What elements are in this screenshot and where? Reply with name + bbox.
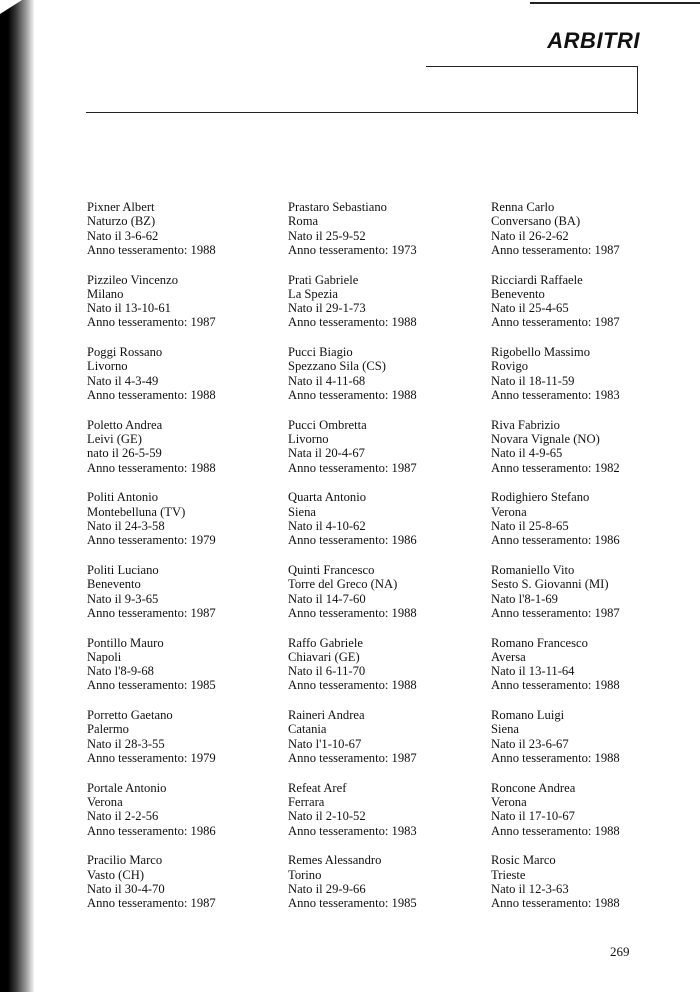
referee-entry — [87, 853, 277, 926]
referee-registration-year: Anno tesseramento: 1987 — [288, 751, 417, 766]
referee-birth-date: nato il 26-5-59 — [87, 446, 162, 461]
referee-entry — [288, 636, 478, 709]
referee-birthplace: Verona — [491, 504, 527, 519]
referee-name: Refeat Aref — [288, 780, 347, 795]
referee-birthplace: Roma — [288, 214, 319, 229]
referee-name: Rodighiero Stefano — [491, 490, 590, 505]
referee-birth-date: Nato il 4-10-62 — [288, 518, 366, 533]
referee-entry — [491, 563, 681, 636]
referee-birth-date: Nato il 25-4-65 — [491, 301, 569, 316]
referee-column-2 — [288, 200, 478, 926]
referee-name: Quarta Antonio — [288, 490, 366, 505]
referee-birthplace: Aversa — [491, 649, 526, 664]
referee-birthplace: Benevento — [87, 577, 141, 592]
referee-entry — [491, 708, 681, 781]
referee-entry — [491, 490, 681, 563]
referee-birth-date: Nato il 13-11-64 — [491, 664, 575, 679]
referee-registration-year: Anno tesseramento: 1988 — [491, 751, 620, 766]
title-frame-top-rule — [426, 66, 638, 67]
referee-registration-year: Anno tesseramento: 1988 — [491, 823, 620, 838]
referee-birthplace: Verona — [491, 795, 527, 810]
book-spine-shadow — [0, 0, 34, 992]
referee-birth-date: Nato il 23-6-67 — [491, 736, 569, 751]
referee-entry — [491, 200, 681, 273]
referee-birth-date: Nato il 25-8-65 — [491, 518, 569, 533]
referee-entry — [288, 273, 478, 346]
referee-name: Raineri Andrea — [288, 708, 365, 723]
referee-entry — [87, 273, 277, 346]
referee-name: Porretto Gaetano — [87, 708, 173, 723]
referee-entry — [288, 345, 478, 418]
referee-registration-year: Anno tesseramento: 1983 — [491, 388, 620, 403]
title-frame-right-rule — [637, 66, 638, 114]
referee-birthplace: Montebelluna (TV) — [87, 504, 186, 519]
referee-entry — [288, 781, 478, 854]
referee-registration-year: Anno tesseramento: 1986 — [87, 823, 216, 838]
referee-birthplace: La Spezia — [288, 286, 338, 301]
referee-registration-year: Anno tesseramento: 1987 — [491, 242, 620, 257]
referee-name: Pucci Ombretta — [288, 417, 367, 432]
referee-birth-date: Nato l'8-9-68 — [87, 664, 154, 679]
referee-birth-date: Nato il 2-2-56 — [87, 809, 159, 824]
referee-birthplace: Novara Vignale (NO) — [491, 432, 600, 447]
referee-registration-year: Anno tesseramento: 1979 — [87, 751, 216, 766]
referee-birthplace: Vasto (CH) — [87, 867, 145, 882]
referee-name: Ricciardi Raffaele — [491, 272, 583, 287]
referee-birthplace: Conversano (BA) — [491, 214, 581, 229]
referee-entry — [87, 200, 277, 273]
referee-birthplace: Naturzo (BZ) — [87, 214, 156, 229]
referee-birth-date: Nato il 24-3-58 — [87, 518, 165, 533]
referee-birthplace: Livorno — [87, 359, 128, 374]
referee-registration-year: Anno tesseramento: 1987 — [87, 605, 216, 620]
referee-registration-year: Anno tesseramento: 1986 — [288, 533, 417, 548]
referee-birth-date: Nato il 30-4-70 — [87, 881, 165, 896]
referee-name: Pracilio Marco — [87, 853, 163, 868]
referee-birth-date: Nato il 18-11-59 — [491, 373, 575, 388]
referee-name: Poggi Rossano — [87, 345, 163, 360]
referee-registration-year: Anno tesseramento: 1988 — [491, 896, 620, 911]
referee-entry — [87, 490, 277, 563]
title-frame-bottom-rule — [86, 112, 638, 113]
referee-registration-year: Anno tesseramento: 1982 — [491, 460, 620, 475]
referee-birth-date: Nato il 28-3-55 — [87, 736, 165, 751]
referee-name: Romano Luigi — [491, 708, 565, 723]
referee-name: Prati Gabriele — [288, 272, 359, 287]
referee-entry — [288, 853, 478, 926]
referee-registration-year: Anno tesseramento: 1987 — [491, 315, 620, 330]
referee-registration-year: Anno tesseramento: 1987 — [87, 896, 216, 911]
page-number: 269 — [610, 944, 630, 959]
referee-column-1 — [87, 200, 277, 926]
referee-birth-date: Nato il 14-7-60 — [288, 591, 366, 606]
referee-birth-date: Nato il 17-10-67 — [491, 809, 575, 824]
referee-birthplace: Siena — [491, 722, 519, 737]
referee-name: Riva Fabrizio — [491, 417, 560, 432]
referee-registration-year: Anno tesseramento: 1988 — [491, 678, 620, 693]
referee-entry — [491, 345, 681, 418]
referee-birth-date: Nato il 4-3-49 — [87, 373, 159, 388]
referee-birth-date: Nata il 20-4-67 — [288, 446, 365, 461]
referee-registration-year: Anno tesseramento: 1973 — [288, 242, 417, 257]
referee-name: Poletto Andrea — [87, 417, 163, 432]
referee-entry — [491, 853, 681, 926]
referee-birth-date: Nato il 2-10-52 — [288, 809, 366, 824]
referee-birth-date: Nato il 6-11-70 — [288, 664, 366, 679]
referee-entry — [87, 345, 277, 418]
referee-entry — [288, 418, 478, 491]
referee-birthplace: Catania — [288, 722, 327, 737]
referee-birthplace: Napoli — [87, 649, 122, 664]
referee-registration-year: Anno tesseramento: 1985 — [87, 678, 216, 693]
referee-name: Politi Antonio — [87, 490, 159, 505]
referee-name: Rigobello Massimo — [491, 345, 591, 360]
referee-entry — [491, 781, 681, 854]
referee-entry — [87, 418, 277, 491]
referee-registration-year: Anno tesseramento: 1988 — [87, 388, 216, 403]
referee-registration-year: Anno tesseramento: 1987 — [87, 315, 216, 330]
referee-entry — [491, 273, 681, 346]
referee-registration-year: Anno tesseramento: 1988 — [288, 678, 417, 693]
referee-entry — [491, 418, 681, 491]
referee-column-3 — [491, 200, 681, 926]
referee-registration-year: Anno tesseramento: 1986 — [491, 533, 620, 548]
referee-name: Renna Carlo — [491, 200, 555, 214]
referee-birthplace: Benevento — [491, 286, 545, 301]
referee-name: Prastaro Sebastiano — [288, 200, 387, 214]
referee-registration-year: Anno tesseramento: 1988 — [288, 388, 417, 403]
referee-birthplace: Chiavari (GE) — [288, 649, 360, 664]
top-rule — [530, 2, 700, 4]
referee-birthplace: Milano — [87, 286, 124, 301]
referee-name: Pixner Albert — [87, 200, 155, 214]
referee-birthplace: Torre del Greco (NA) — [288, 577, 398, 592]
referee-birthplace: Spezzano Sila (CS) — [288, 359, 386, 374]
referee-birthplace: Verona — [87, 795, 123, 810]
referee-name: Portale Antonio — [87, 780, 167, 795]
referee-name: Remes Alessandro — [288, 853, 382, 868]
referee-birth-date: Nato il 13-10-61 — [87, 301, 171, 316]
referee-name: Quinti Francesco — [288, 562, 375, 577]
referee-name: Politi Luciano — [87, 562, 159, 577]
referee-name: Roncone Andrea — [491, 780, 576, 795]
referee-registration-year: Anno tesseramento: 1988 — [87, 242, 216, 257]
referee-birthplace: Ferrara — [288, 795, 325, 810]
referee-birthplace: Rovigo — [491, 359, 529, 374]
referee-birthplace: Torino — [288, 867, 322, 882]
referee-name: Pizzileo Vincenzo — [87, 272, 178, 287]
referee-name: Romano Francesco — [491, 635, 588, 650]
referee-registration-year: Anno tesseramento: 1987 — [491, 605, 620, 620]
referee-name: Romaniello Vito — [491, 562, 575, 577]
referee-birthplace: Siena — [288, 504, 316, 519]
referee-registration-year: Anno tesseramento: 1988 — [87, 460, 216, 475]
referee-birth-date: Nato il 29-9-66 — [288, 881, 366, 896]
referee-entry — [288, 200, 478, 273]
referee-entry — [87, 563, 277, 636]
referee-entry — [288, 708, 478, 781]
referee-birth-date: Nato l'8-1-69 — [491, 591, 558, 606]
referee-registration-year: Anno tesseramento: 1988 — [288, 605, 417, 620]
referee-birthplace: Leivi (GE) — [87, 432, 142, 447]
referee-birthplace: Trieste — [491, 867, 526, 882]
section-title: ARBITRI — [547, 28, 640, 53]
referee-birth-date: Nato il 25-9-52 — [288, 228, 366, 243]
referee-birth-date: Nato il 9-3-65 — [87, 591, 159, 606]
referee-name: Pucci Biagio — [288, 345, 353, 360]
referee-birth-date: Nato il 4-9-65 — [491, 446, 563, 461]
referee-entry — [491, 636, 681, 709]
referee-registration-year: Anno tesseramento: 1983 — [288, 823, 417, 838]
referee-birth-date: Nato il 12-3-63 — [491, 881, 569, 896]
referee-birthplace: Livorno — [288, 432, 329, 447]
referee-birthplace: Sesto S. Giovanni (MI) — [491, 577, 609, 592]
referee-birth-date: Nato il 4-11-68 — [288, 373, 366, 388]
referee-entry — [87, 636, 277, 709]
referee-birth-date: Nato il 26-2-62 — [491, 228, 569, 243]
referee-birthplace: Palermo — [87, 722, 129, 737]
referee-registration-year: Anno tesseramento: 1985 — [288, 896, 417, 911]
referee-entry — [288, 563, 478, 636]
referee-name: Raffo Gabriele — [288, 635, 363, 650]
referee-name: Rosic Marco — [491, 853, 556, 868]
referee-registration-year: Anno tesseramento: 1987 — [288, 460, 417, 475]
referee-entry — [87, 781, 277, 854]
referee-registration-year: Anno tesseramento: 1988 — [288, 315, 417, 330]
referee-birth-date: Nato il 3-6-62 — [87, 228, 159, 243]
referee-name: Pontillo Mauro — [87, 635, 164, 650]
referee-entry — [288, 490, 478, 563]
referee-entry — [87, 708, 277, 781]
referee-birth-date: Nato il 29-1-73 — [288, 301, 366, 316]
referee-registration-year: Anno tesseramento: 1979 — [87, 533, 216, 548]
referee-birth-date: Nato l'1-10-67 — [288, 736, 362, 751]
